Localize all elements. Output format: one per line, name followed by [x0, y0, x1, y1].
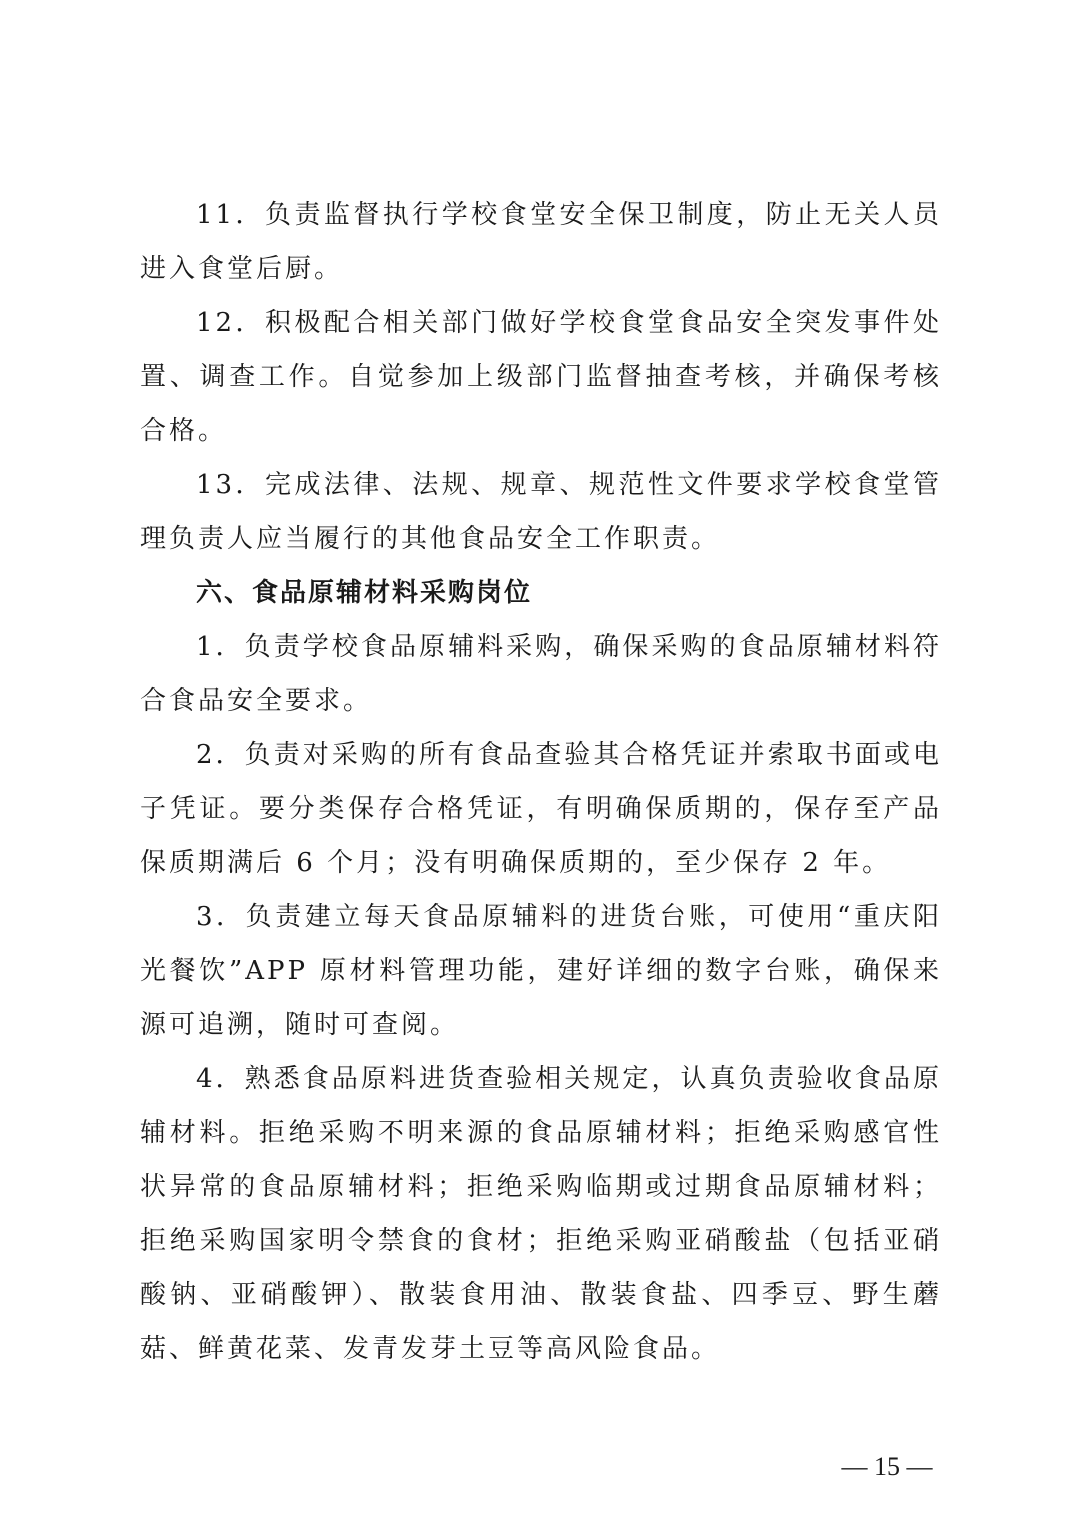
- paragraph-item-12: 12．积极配合相关部门做好学校食堂食品安全突发事件处置、调查工作。自觉参加上级部门监督抽查考核，并确保考核合格。: [140, 308, 942, 446]
- page-number: — 15 —: [841, 1452, 933, 1481]
- paragraph-item-3: 3．负责建立每天食品原辅料的进货台账，可使用“重庆阳光餐饮”APP 原材料管理功能，建好详细的数字台账，确保来源可追溯，随时可查阅。: [140, 902, 942, 1040]
- section-heading-procurement: 六、食品原辅材料采购岗位: [196, 578, 533, 608]
- paragraph-item-11: 11．负责监督执行学校食堂安全保卫制度，防止无关人员进入食堂后厨。: [140, 200, 942, 284]
- paragraph-item-13: 13．完成法律、法规、规章、规范性文件要求学校食堂管理负责人应当履行的其他食品安全工作职责。: [140, 470, 942, 554]
- document-body: [140, 188, 942, 1376]
- paragraph-item-1: 1．负责学校食品原辅料采购，确保采购的食品原辅材料符合食品安全要求。: [140, 632, 942, 716]
- paragraph-item-4: 4．熟悉食品原料进货查验相关规定，认真负责验收食品原辅材料。拒绝采购不明来源的食品原辅材料；拒绝采购感官性状异常的食品原辅材料；拒绝采购临期或过期食品原辅材料；拒绝采购国家明令禁食的食材；拒绝采购亚硝酸盐（包括亚硝酸钠、亚硝酸钾）、散装食用油、散装食盐、四季豆、野生蘑菇、鲜黄花菜、发青发芽土豆等高风险食品。: [140, 1064, 942, 1364]
- paragraph-item-2: 2．负责对采购的所有食品查验其合格凭证并索取书面或电子凭证。要分类保存合格凭证，有明确保质期的，保存至产品保质期满后 6 个月；没有明确保质期的，至少保存 2 年。: [140, 740, 942, 878]
